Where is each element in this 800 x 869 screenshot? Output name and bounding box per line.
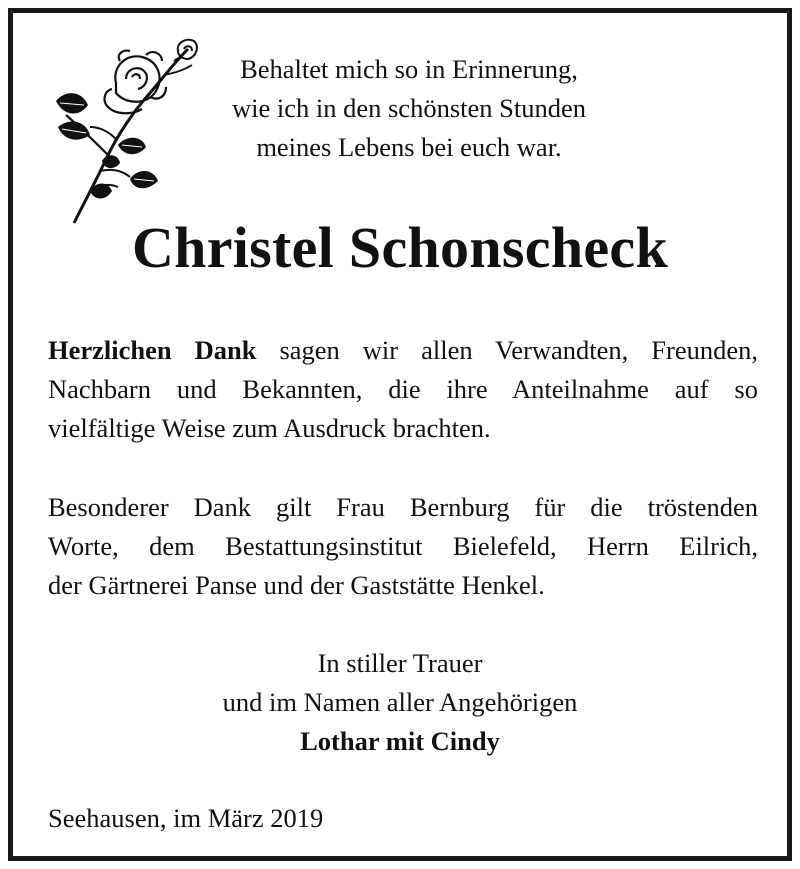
thanks-line-1 (48, 331, 758, 370)
signoff-line-2: und im Namen aller Angehörigen (222, 687, 578, 717)
thanks-paragraph (48, 331, 758, 448)
verse-line: meines Lebens bei euch war. (256, 132, 562, 162)
special-thanks-line: Worte, dem Bestattungsinstitut Bielefeld, Herrn Eilrich, (48, 531, 758, 561)
rose-icon (46, 31, 204, 225)
special-thanks-line: Besonderer Dank gilt Frau Bernburg für die tröstenden (48, 492, 758, 522)
thanks-line-3: vielfältige Weise zum Ausdruck brachten. (48, 413, 491, 443)
signoff-names: Lothar mit Cindy (300, 726, 500, 756)
place-date: Seehausen, im März 2019 (48, 803, 324, 833)
signoff (13, 644, 787, 761)
verse-line: wie ich in den schönsten Stunden (231, 93, 586, 123)
obituary-frame (8, 8, 792, 861)
thanks-lead: Herzlichen Dank (48, 335, 257, 365)
signoff-line-1: In stiller Trauer (317, 648, 483, 678)
memorial-verse (193, 50, 625, 167)
special-thanks-line: der Gärtnerei Panse und der Gaststätte Henkel. (48, 570, 545, 600)
deceased-name: Christel Schonscheck (131, 215, 669, 280)
thanks-line-1-rest: sagen wir allen Verwandten, Freunden, (256, 335, 758, 365)
thanks-line-2: Nachbarn und Bekannten, die ihre Anteilnahme auf so (48, 374, 758, 404)
verse-line: Behaltet mich so in Erinnerung, (240, 54, 578, 84)
special-thanks-paragraph (48, 488, 758, 605)
